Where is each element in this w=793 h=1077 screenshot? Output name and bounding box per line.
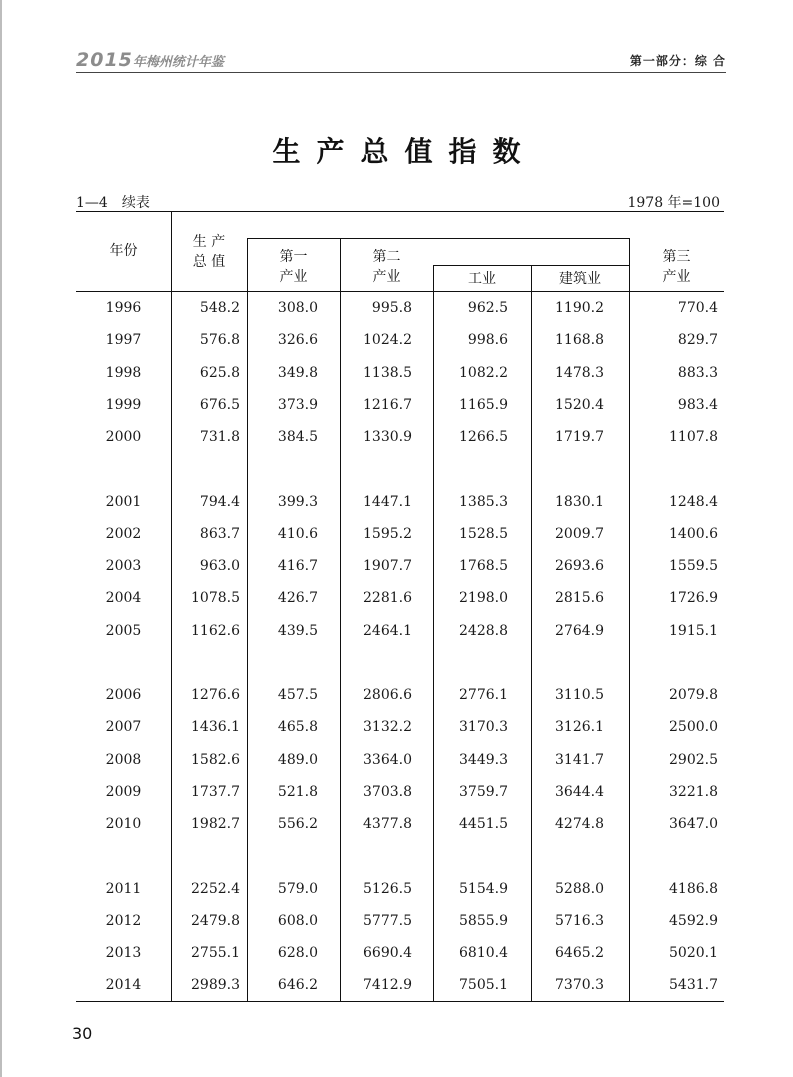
cell-construction: 2815.6 — [555, 590, 604, 607]
cell-tertiary: 1248.4 — [669, 493, 718, 510]
cell-gdp: 1078.5 — [191, 590, 240, 607]
cell-primary: 384.5 — [277, 429, 318, 446]
cell-secondary: 2281.6 — [363, 590, 412, 607]
book-name: 年梅州统计年鉴 — [132, 55, 224, 70]
cell-year: 2003 — [105, 558, 142, 575]
cell-secondary: 5126.5 — [363, 880, 412, 897]
cell-gdp: 2989.3 — [191, 977, 240, 994]
cell-industry: 3449.3 — [459, 751, 508, 768]
cell-primary: 426.7 — [277, 590, 318, 607]
cell-gdp: 625.8 — [199, 364, 240, 381]
cell-industry: 3170.3 — [459, 719, 508, 736]
cell-tertiary: 3647.0 — [669, 816, 718, 833]
header-secondary-line2: 产业 — [372, 269, 401, 285]
cell-year: 2005 — [105, 622, 142, 639]
table-row — [76, 330, 724, 350]
table-row — [76, 588, 724, 608]
cell-year: 2007 — [105, 719, 142, 736]
cell-secondary: 3364.0 — [363, 751, 412, 768]
header-gdp-line2: 总 值 — [192, 254, 226, 270]
cell-year: 1996 — [105, 300, 142, 316]
cell-gdp: 794.4 — [199, 493, 240, 510]
cell-construction: 3110.5 — [555, 687, 604, 703]
page-title: 生产总值指数 — [272, 135, 537, 168]
cell-industry: 5154.9 — [459, 880, 508, 897]
header-year: 年份 — [109, 243, 138, 259]
cell-year: 2001 — [105, 493, 142, 510]
table-row — [76, 556, 724, 576]
cell-construction: 1830.1 — [555, 493, 604, 510]
section-name: 第一部分：综 合 — [629, 54, 726, 68]
cell-secondary: 2464.1 — [363, 622, 412, 639]
cell-year: 1998 — [105, 364, 142, 381]
cell-primary: 399.3 — [277, 493, 318, 510]
cell-gdp: 2479.8 — [191, 912, 240, 929]
table-row — [76, 427, 724, 447]
cell-gdp: 1436.1 — [191, 719, 240, 736]
cell-construction: 1719.7 — [555, 429, 604, 446]
cell-secondary: 2806.6 — [363, 687, 412, 703]
cell-secondary: 5777.5 — [363, 912, 412, 929]
cell-construction: 4274.8 — [555, 816, 604, 833]
header-tertiary-line1: 第三 — [662, 249, 691, 265]
table-top-rule — [76, 211, 724, 212]
table-row — [76, 717, 724, 737]
cell-year: 2011 — [105, 880, 142, 897]
cell-year: 2008 — [105, 751, 142, 768]
cell-primary: 416.7 — [277, 558, 318, 575]
cell-industry: 2776.1 — [459, 687, 508, 703]
cell-secondary: 1447.1 — [363, 493, 412, 510]
header-primary-line1: 第一 — [279, 249, 308, 265]
cell-primary: 556.2 — [277, 816, 318, 833]
table-row — [76, 975, 724, 995]
cell-gdp: 548.2 — [199, 300, 240, 316]
cell-primary: 608.0 — [277, 912, 318, 929]
cell-primary: 646.2 — [277, 977, 318, 994]
cell-construction: 2693.6 — [555, 558, 604, 575]
cell-primary: 628.0 — [277, 945, 318, 962]
cell-gdp: 2755.1 — [191, 945, 240, 962]
cell-tertiary: 883.3 — [677, 364, 718, 381]
cell-secondary: 995.8 — [371, 300, 412, 316]
table-row — [76, 524, 724, 544]
cell-gdp: 963.0 — [199, 558, 240, 575]
cell-industry: 1768.5 — [459, 558, 508, 575]
cell-industry: 5855.9 — [459, 912, 508, 929]
table-base-note: 1978 年=100 — [627, 195, 720, 211]
cell-tertiary: 983.4 — [677, 396, 718, 413]
cell-primary: 457.5 — [277, 687, 318, 703]
cell-gdp: 731.8 — [199, 429, 240, 446]
cell-gdp: 1162.6 — [191, 622, 240, 639]
cell-tertiary: 2079.8 — [669, 687, 718, 703]
table-bottom-rule — [76, 1001, 724, 1002]
cell-secondary: 1907.7 — [363, 558, 412, 575]
cell-tertiary: 4186.8 — [669, 880, 718, 897]
header-bottom-rule — [76, 291, 724, 292]
cell-gdp: 2252.4 — [191, 880, 240, 897]
header-rule — [76, 72, 726, 73]
table-row — [76, 814, 724, 834]
cell-construction: 3644.4 — [555, 783, 604, 800]
cell-primary: 439.5 — [277, 622, 318, 639]
cell-year: 2006 — [105, 687, 142, 703]
cell-primary: 308.0 — [277, 300, 318, 316]
header-gdp-line1: 生 产 — [192, 234, 226, 250]
cell-industry: 2428.8 — [459, 622, 508, 639]
cell-tertiary: 2500.0 — [669, 719, 718, 736]
cell-year: 2002 — [105, 525, 142, 542]
cell-secondary: 1024.2 — [363, 332, 412, 349]
table-row — [76, 492, 724, 512]
cell-secondary: 1330.9 — [363, 429, 412, 446]
cell-secondary: 3132.2 — [363, 719, 412, 736]
table-number: 1—4 续表 — [76, 195, 150, 211]
cell-industry: 6810.4 — [459, 945, 508, 962]
cell-gdp: 676.5 — [199, 396, 240, 413]
header-secondary-line1: 第二 — [372, 249, 401, 265]
cell-tertiary: 829.7 — [677, 332, 718, 349]
cell-tertiary: 2902.5 — [669, 751, 718, 768]
header-industry: 工业 — [468, 271, 496, 287]
cell-industry: 1528.5 — [459, 525, 508, 542]
cell-tertiary: 3221.8 — [669, 783, 718, 800]
cell-tertiary: 1915.1 — [669, 622, 718, 639]
cell-construction: 3141.7 — [555, 751, 604, 768]
cell-year: 2004 — [105, 590, 142, 607]
cell-year: 2014 — [105, 977, 142, 994]
table-row — [76, 685, 724, 705]
cell-construction: 1520.4 — [555, 396, 604, 413]
cell-industry: 1082.2 — [459, 364, 508, 381]
cell-year: 2012 — [105, 912, 142, 929]
cell-gdp: 576.8 — [199, 332, 240, 349]
table-row — [76, 750, 724, 770]
table-row — [76, 782, 724, 802]
cell-gdp: 1737.7 — [191, 783, 240, 800]
table-row — [76, 621, 724, 641]
cell-secondary: 4377.8 — [363, 816, 412, 833]
cell-primary: 326.6 — [277, 332, 318, 349]
cell-primary: 521.8 — [277, 783, 318, 800]
cell-secondary: 3703.8 — [363, 783, 412, 800]
cell-construction: 3126.1 — [555, 719, 604, 736]
cell-industry: 998.6 — [467, 332, 508, 349]
cell-primary: 349.8 — [277, 364, 318, 381]
page-number: 30 — [72, 1024, 93, 1043]
cell-gdp: 1276.6 — [191, 687, 240, 703]
cell-industry: 2198.0 — [459, 590, 508, 607]
cell-tertiary: 1559.5 — [669, 558, 718, 575]
cell-primary: 579.0 — [277, 880, 318, 897]
header-construction: 建筑业 — [559, 271, 601, 287]
cell-construction: 2009.7 — [555, 525, 604, 542]
cell-construction: 1168.8 — [555, 332, 604, 349]
cell-tertiary: 5020.1 — [669, 945, 718, 962]
cell-construction: 5288.0 — [555, 880, 604, 897]
cell-construction: 7370.3 — [555, 977, 604, 994]
cell-gdp: 1982.7 — [191, 816, 240, 833]
book-title — [76, 49, 224, 71]
cell-year: 2010 — [105, 816, 142, 833]
cell-industry: 1266.5 — [459, 429, 508, 446]
cell-secondary: 6690.4 — [363, 945, 412, 962]
cell-year: 2013 — [105, 945, 142, 962]
cell-tertiary: 5431.7 — [669, 977, 718, 994]
table-row — [76, 911, 724, 931]
cell-industry: 3759.7 — [459, 783, 508, 800]
index-table — [76, 211, 724, 1002]
cell-year: 1997 — [105, 332, 142, 349]
cell-tertiary: 1400.6 — [669, 525, 718, 542]
cell-construction: 1478.3 — [555, 364, 604, 381]
cell-industry: 4451.5 — [459, 816, 508, 833]
cell-tertiary: 1107.8 — [669, 429, 718, 446]
cell-tertiary: 1726.9 — [669, 590, 718, 607]
cell-tertiary: 4592.9 — [669, 912, 718, 929]
table-row — [76, 298, 724, 318]
cell-gdp: 863.7 — [199, 525, 240, 542]
cell-primary: 489.0 — [277, 751, 318, 768]
running-header — [76, 44, 726, 74]
cell-year: 2009 — [105, 783, 142, 800]
cell-primary: 373.9 — [277, 396, 318, 413]
cell-construction: 5716.3 — [555, 912, 604, 929]
cell-industry: 1165.9 — [459, 396, 508, 413]
header-primary-line2: 产业 — [279, 269, 308, 285]
table-row — [76, 363, 724, 383]
subheader-rule — [247, 238, 629, 239]
cell-construction: 1190.2 — [555, 300, 604, 316]
cell-construction: 6465.2 — [555, 945, 604, 962]
cell-secondary: 7412.9 — [363, 977, 412, 994]
table-row — [76, 943, 724, 963]
cell-construction: 2764.9 — [555, 622, 604, 639]
cell-industry: 1385.3 — [459, 493, 508, 510]
table-row — [76, 879, 724, 899]
cell-industry: 962.5 — [467, 300, 508, 316]
header-tertiary-line2: 产业 — [662, 269, 691, 285]
cell-industry: 7505.1 — [459, 977, 508, 994]
cell-tertiary: 770.4 — [677, 300, 718, 316]
table-row — [76, 395, 724, 415]
cell-gdp: 1582.6 — [191, 751, 240, 768]
book-year: 2015 — [76, 49, 133, 71]
cell-primary: 410.6 — [277, 525, 318, 542]
cell-secondary: 1216.7 — [363, 396, 412, 413]
cell-year: 2000 — [105, 429, 142, 446]
cell-secondary: 1138.5 — [363, 364, 412, 381]
cell-primary: 465.8 — [277, 719, 318, 736]
cell-year: 1999 — [105, 396, 142, 413]
cell-secondary: 1595.2 — [363, 525, 412, 542]
